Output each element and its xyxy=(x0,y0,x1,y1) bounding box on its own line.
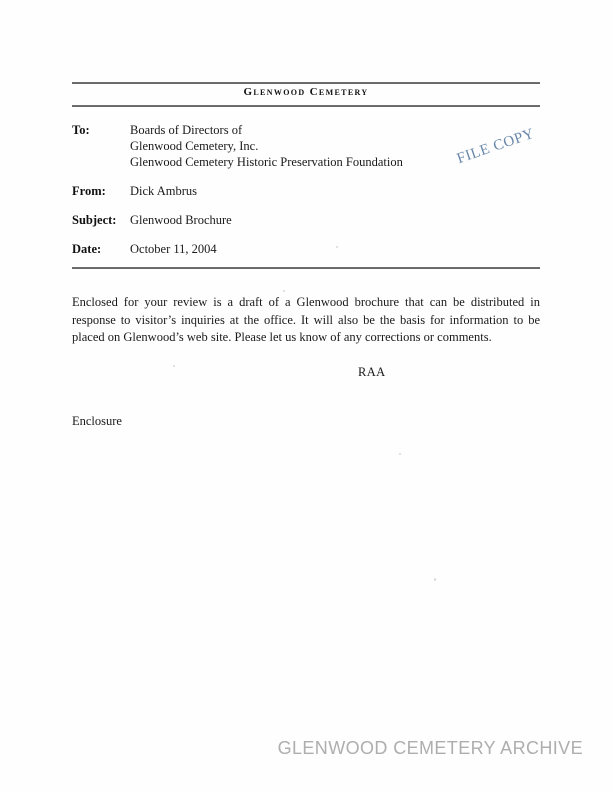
memo-value-from: Dick Ambrus xyxy=(130,184,198,198)
archive-watermark: GLENWOOD CEMETERY ARCHIVE xyxy=(277,738,583,758)
memo-label-to: To: xyxy=(72,123,90,137)
memo-to-line-3: Glenwood Cemetery Historic Preservation Foundation xyxy=(130,155,403,169)
scan-speckle xyxy=(336,246,338,248)
memo-label-subject: Subject: xyxy=(72,213,117,227)
memo-header-block xyxy=(72,122,540,270)
enclosure-notation: Enclosure xyxy=(72,414,122,428)
memo-row-subject xyxy=(72,212,540,228)
memo-to-line-1: Boards of Directors of xyxy=(130,123,243,137)
header-rule-top xyxy=(72,82,540,84)
scan-speckle xyxy=(173,365,175,367)
header-rule-bottom xyxy=(72,105,540,107)
memo-row-date xyxy=(72,241,540,257)
body-separator-rule xyxy=(72,267,540,269)
memo-value-to xyxy=(130,122,403,170)
memo-value-date: October 11, 2004 xyxy=(130,242,217,256)
scan-speckle xyxy=(399,453,401,455)
memo-label-date: Date: xyxy=(72,242,102,256)
scan-speckle xyxy=(283,290,285,292)
scan-speckle xyxy=(434,578,436,581)
signature-initials: RAA xyxy=(358,365,386,379)
memo-value-subject: Glenwood Brochure xyxy=(130,213,232,227)
file-copy-stamp: FILE COPY xyxy=(455,125,537,168)
memo-row-from xyxy=(72,183,540,199)
memo-label-from: From: xyxy=(72,184,106,198)
masthead-title: Glenwood Cemetery xyxy=(243,86,369,98)
memo-to-line-2: Glenwood Cemetery, Inc. xyxy=(130,139,259,153)
memo-body-paragraph: Enclosed for your review is a draft of a Glenwood brochure that can be distributed in response to visitor’s inquiries at the office. It will also be the basis for information to be placed on Glenwood’s web site. Please let us know of any corrections or comments. xyxy=(72,295,540,344)
